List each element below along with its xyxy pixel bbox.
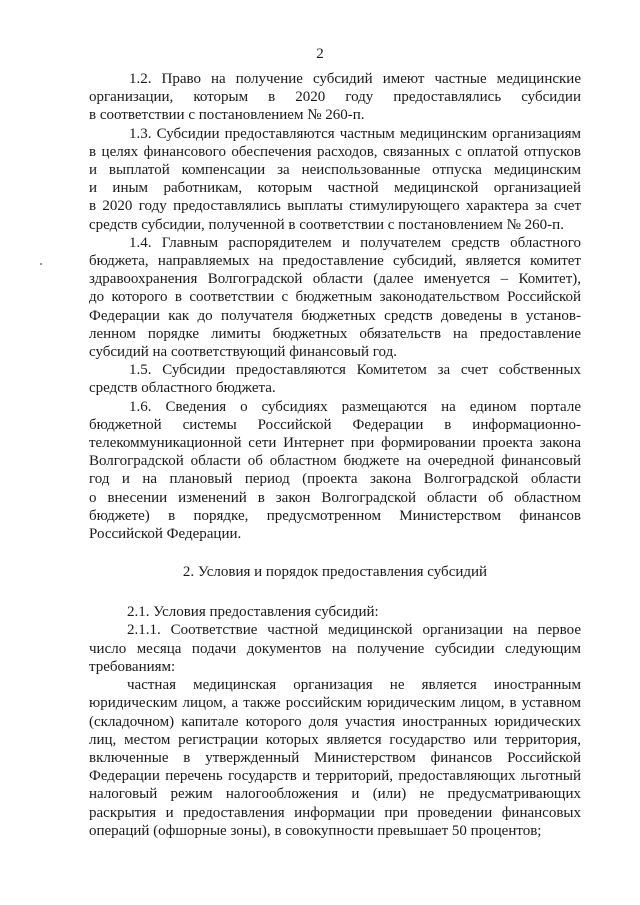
scan-speck	[40, 263, 42, 265]
text-line: частная медицинская организация не является иностранным	[127, 677, 581, 694]
text-line: организации, которым в 2020 году предоставлялись субсидии	[89, 89, 581, 106]
text-line: бюджете) в порядке, предусмотренном Министерством финансов	[89, 507, 581, 524]
text-line: 1.5. Субсидии предоставляются Комитетом за счет собственных	[129, 362, 581, 379]
text-line: Федерации перечень государств и территорий, предоставляющих льготный	[89, 768, 581, 785]
paragraph-1-2	[89, 70, 581, 125]
text-line: операций (офшорные зоны), в совокупности превышает 50 процентов;	[89, 822, 542, 839]
text-line: до которого в соответствии с бюджетным законодательством Российской	[89, 289, 581, 306]
text-line: в целях финансового обеспечения расходов, связанных с оплатой отпусков	[89, 143, 581, 160]
paragraph-2-1	[89, 603, 581, 621]
text-line: Федерации как до получателя бюджетных средств доведены в установ-	[89, 307, 581, 324]
text-line: средств субсидии, полученной в соответствии с постановлением № 260-п.	[89, 216, 564, 233]
text-line: 2.1. Условия предоставления субсидий:	[127, 604, 379, 621]
text-line: (складочном) капитале которого доля участия иностранных юридических	[89, 713, 581, 730]
page-number: 2	[316, 46, 324, 62]
text-line: год и на плановый период (проекта закона Волгоградской области	[89, 471, 581, 488]
text-line: бюджетной системы Российской Федерации в информационно-	[89, 416, 581, 433]
paragraph-2-1-1	[89, 621, 581, 676]
text-line: 2.1.1. Соответствие частной медицинской организации на первое	[127, 622, 581, 639]
text-line: раскрытия и предоставления информации при проведении финансовых	[89, 804, 581, 821]
text-line: ленном порядке лимиты бюджетных обязательств на предоставление	[89, 325, 581, 342]
text-line: и иным работникам, которым частной медицинской организацией	[89, 180, 581, 197]
text-line: о внесении изменений в закон Волгоградской области об областном	[89, 489, 581, 506]
text-line: в 2020 году предоставлялись выплаты стимулирующего характера за счет	[89, 198, 581, 215]
paragraph-1-5	[89, 361, 581, 397]
section-heading: 2. Условия и порядок предоставления субсидий	[182, 564, 488, 581]
text-line: налоговый режим налогообложения и (или) не предусматривающих	[89, 786, 581, 803]
text-line: здравоохранения Волгоградской области (далее именуется – Комитет),	[89, 271, 581, 288]
text-line: средств областного бюджета.	[89, 380, 276, 397]
text-line: в соответствии с постановлением № 260-п.	[89, 107, 365, 124]
paragraph-1-6	[89, 398, 581, 544]
text-line: требованиям:	[89, 658, 176, 675]
text-line: бюджета, направляемых на предоставление субсидий, является комитет	[89, 253, 581, 270]
text-line: 1.2. Право на получение субсидий имеют частные медицинские	[129, 71, 581, 87]
paragraph-requirement	[89, 676, 581, 840]
text-line: субсидий на соответствующий финансовый год.	[89, 344, 397, 361]
text-line: и выплатой компенсации за неиспользованные отпуска медицинским	[89, 162, 581, 179]
text-line: число месяца подачи документов на получение субсидии следующим	[89, 640, 581, 657]
text-line: 1.6. Сведения о субсидиях размещаются на едином портале	[129, 398, 581, 415]
text-line: Волгоградской области об областном бюджете на очередной финансовый	[89, 453, 581, 470]
document-body	[89, 70, 581, 840]
text-line: юридическим лицом, а также российским юридическим лицом, в уставном	[89, 695, 581, 712]
text-line: 1.4. Главным распорядителем и получателем средств областного	[129, 234, 581, 251]
text-line: лиц, местом регистрации которых является государство или территория,	[89, 731, 581, 748]
text-line: Российской Федерации.	[89, 526, 242, 543]
text-line: включенные в утвержденный Министерством финансов Российской	[89, 749, 581, 766]
text-line: 1.3. Субсидии предоставляются частным медицинским организациям	[129, 125, 581, 142]
text-line: телекоммуникационной сети Интернет при формировании проекта закона	[89, 435, 581, 452]
paragraph-1-4	[89, 234, 581, 361]
paragraph-1-3	[89, 125, 581, 234]
